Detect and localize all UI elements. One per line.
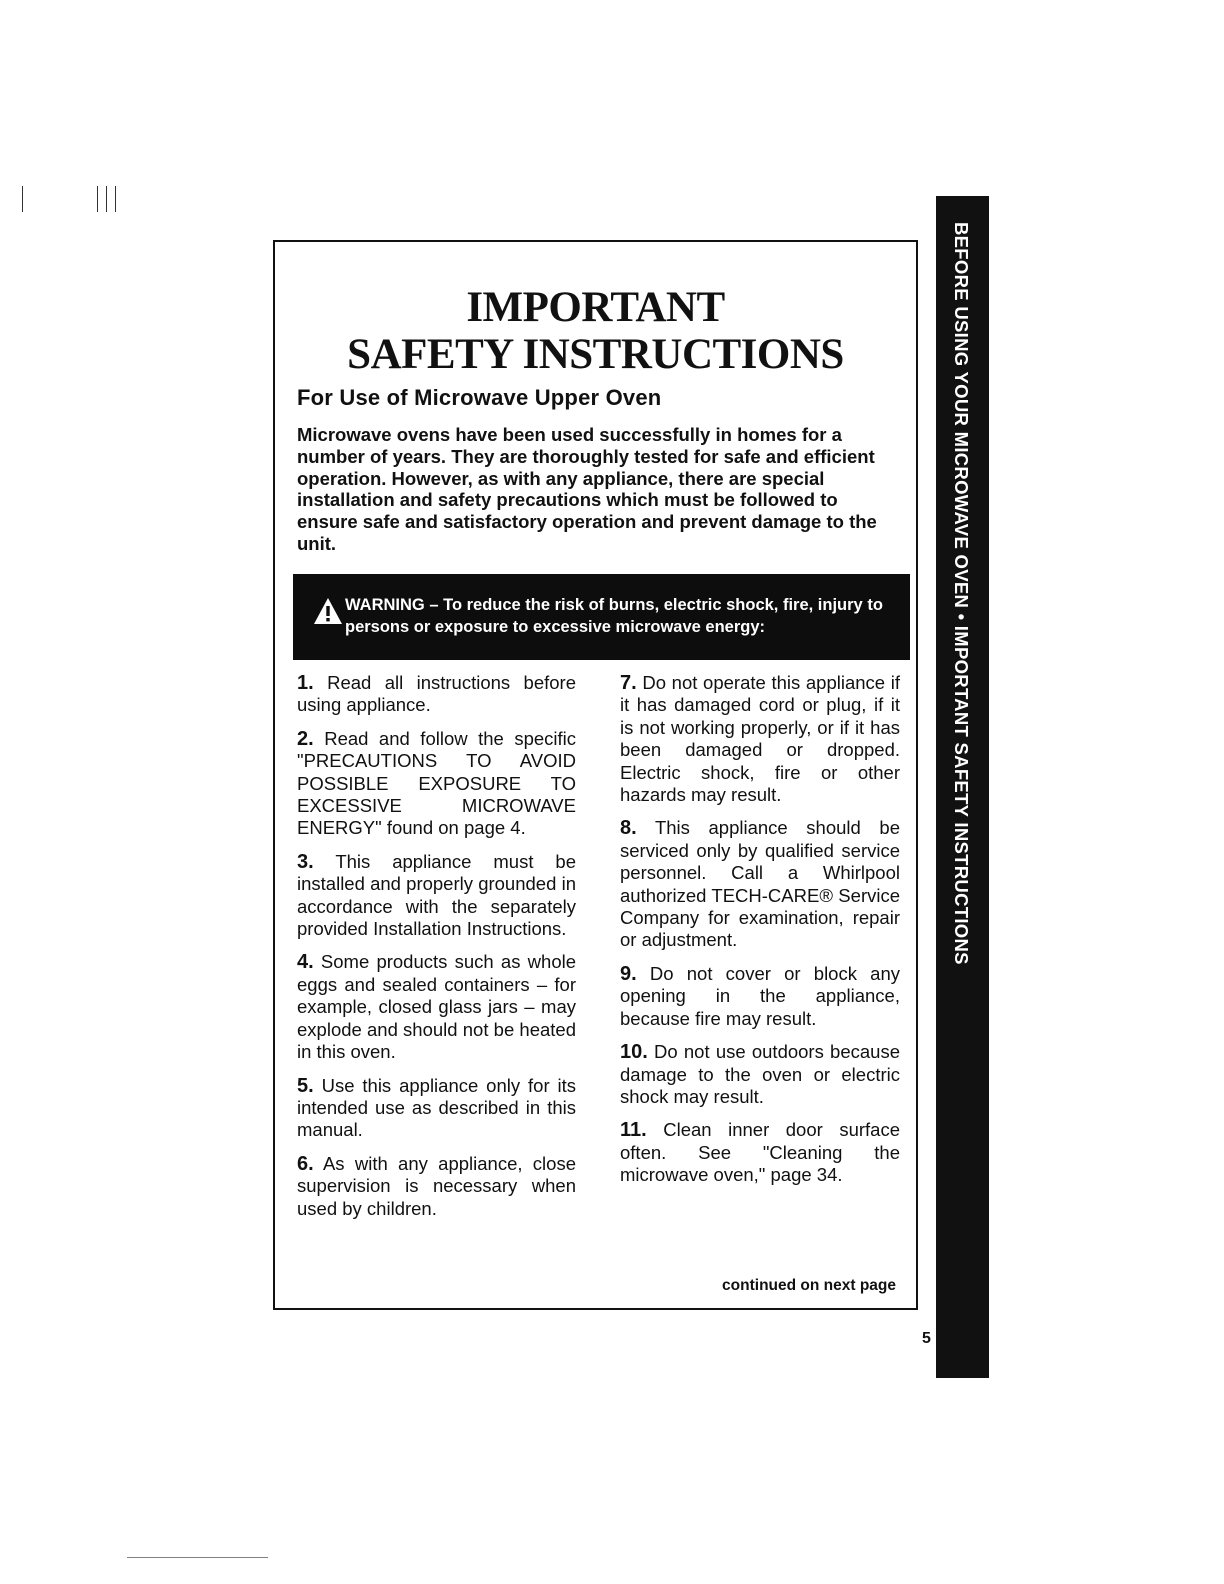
- page-number: 5: [922, 1330, 931, 1347]
- section-side-tab: [936, 196, 989, 1378]
- page-title: [275, 284, 916, 378]
- item-number: 1.: [297, 672, 314, 694]
- item-text: Do not operate this appliance if it has damaged cord or plug, if it is not working properly, or if it has been damaged or dropped. Electric shock, fire or other hazards may result.: [620, 672, 901, 806]
- scan-mark: [106, 186, 107, 212]
- item-number: 4.: [297, 951, 314, 974]
- side-tab-label: BEFORE USING YOUR MICROWAVE OVEN • IMPORTANT SAFETY INSTRUCTIONS: [951, 222, 972, 965]
- item-text: This appliance must be installed and properly grounded in accordance with the separately provided Installation Instructions.: [297, 850, 576, 940]
- warning-text: WARNING – To reduce the risk of burns, electric shock, fire, injury to persons or exposure to excessive microwave energy:: [345, 596, 883, 636]
- item-number: 10.: [620, 1041, 648, 1064]
- item-text: Some products such as whole eggs and sealed containers – for example, closed glass jars – may explode and should not be heated in this oven.: [297, 951, 577, 1063]
- list-item: [297, 951, 576, 1063]
- item-text: Read all instructions before using appliance.: [297, 672, 576, 716]
- item-number: 2.: [297, 727, 314, 750]
- item-text: This appliance should be serviced only by qualified service personnel. Call a Whirlpool authorized TECH-CARE® Service Company for examination, repair or adjustment.: [620, 817, 900, 951]
- intro-paragraph: Microwave ovens have been used successfully in homes for a number of years. They are thoroughly tested for safe and efficient operation. However, as with any appliance, there are special installation and safety precautions which must be followed to ensure safe and satisfactory operation and prevent damage to the unit.: [297, 424, 877, 554]
- item-text: As with any appliance, close supervision is necessary when used by children.: [297, 1152, 576, 1219]
- list-item: [620, 817, 900, 951]
- item-text: Do not cover or block any opening in the appliance, because fire may result.: [620, 962, 901, 1029]
- item-number: 3.: [297, 850, 314, 873]
- item-text: Clean inner door surface often. See "Cleaning the microwave oven," page 34.: [620, 1119, 900, 1186]
- item-number: 7.: [620, 672, 637, 694]
- list-item: [620, 1041, 900, 1108]
- scan-mark: [22, 186, 23, 212]
- item-number: 8.: [620, 817, 637, 840]
- list-item: [620, 1119, 900, 1186]
- item-number: 9.: [620, 962, 637, 985]
- title-line-2: SAFETY INSTRUCTIONS: [347, 331, 844, 378]
- scan-mark: [115, 186, 116, 212]
- list-item: [620, 672, 900, 806]
- item-text: Do not use outdoors because damage to the oven or electric shock may result.: [620, 1041, 900, 1107]
- section-subtitle: For Use of Microwave Upper Oven: [297, 385, 662, 410]
- item-number: 11.: [620, 1119, 647, 1142]
- instructions-column-left: [297, 672, 576, 1231]
- item-number: 6.: [297, 1152, 314, 1175]
- instructions-column-right: [620, 672, 900, 1198]
- list-item: [297, 1153, 576, 1220]
- scan-mark: [97, 186, 98, 212]
- list-item: [297, 1075, 576, 1142]
- item-text: Use this appliance only for its intended use as described in this manual.: [297, 1074, 577, 1141]
- list-item: [297, 672, 576, 717]
- item-text: Read and follow the specific "PRECAUTIONS TO AVOID POSSIBLE EXPOSURE TO EXCESSIVE MICROWAVE ENERGY" found on page 4.: [297, 727, 577, 839]
- list-item: [297, 851, 576, 941]
- bottom-rule: [127, 1557, 268, 1558]
- continued-note: continued on next page: [722, 1277, 896, 1294]
- list-item: [620, 963, 900, 1030]
- title-line-1: IMPORTANT: [466, 284, 725, 331]
- warning-triangle-icon: [313, 596, 343, 626]
- item-number: 5.: [297, 1074, 314, 1097]
- list-item: [297, 728, 576, 840]
- warning-banner: [293, 574, 910, 660]
- safety-instructions-box: [273, 240, 918, 1310]
